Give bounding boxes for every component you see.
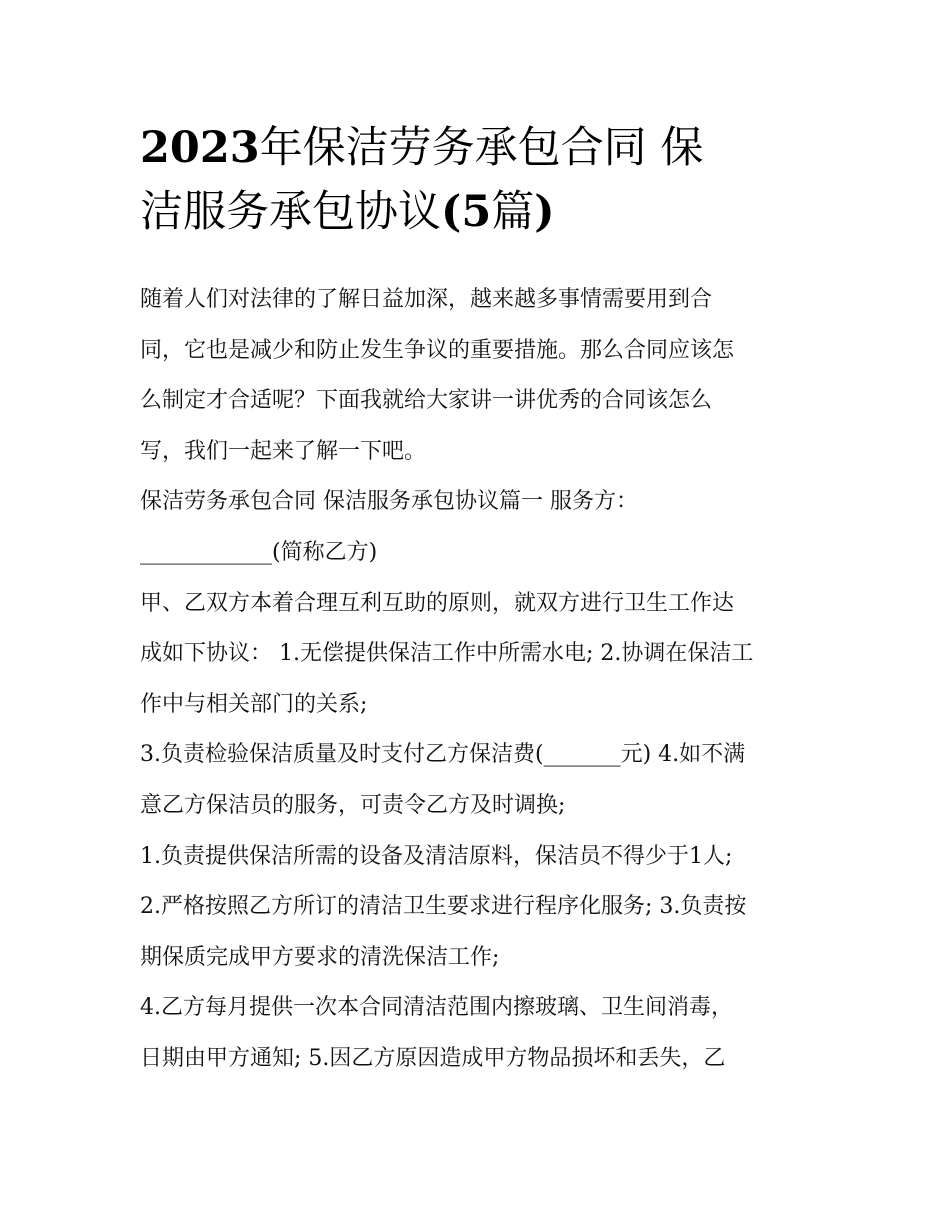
title-close-paren: ): [534, 187, 555, 237]
title-count: (5: [441, 187, 492, 237]
document-title: [140, 116, 820, 244]
title-count-unit: 篇: [491, 187, 535, 237]
body-line: 保洁劳务承包合同 保洁服务承包协议篇一 服务方：: [140, 489, 638, 515]
body-line: 日期由甲方通知; 5.因乙方原因造成甲方物品损坏和丢失，乙: [140, 1045, 726, 1071]
body-line: 写，我们一起来了解一下吧。: [140, 438, 427, 464]
body-line: 作中与相关部门的关系;: [140, 691, 368, 717]
document-body: [140, 275, 820, 1085]
title-line-2-text: 洁服务承包协议: [140, 187, 441, 237]
body-line: 甲、乙双方本着合理互利互助的原则，就双方进行卫生工作达: [140, 590, 735, 616]
body-line: 成如下协议： 1.无偿提供保洁工作中所需水电; 2.协调在保洁工: [140, 641, 754, 667]
body-line: 1.负责提供保洁所需的设备及清洁原料，保洁员不得少于1人;: [140, 843, 733, 869]
body-line: 期保质完成甲方要求的清洗保洁工作;: [140, 944, 500, 970]
title-line-1-text: 年保洁劳务承包合同 保: [259, 123, 704, 173]
body-line: 4.乙方每月提供一次本合同清洁范围内擦玻璃、卫生间消毒，: [140, 995, 733, 1021]
body-line: 随着人们对法律的了解日益加深，越来越多事情需要用到合: [140, 287, 713, 312]
title-year: 2023: [140, 123, 260, 173]
body-line: 2.严格按照乙方所订的清洁卫生要求进行程序化服务; 3.负责按: [140, 894, 747, 920]
title-line-2: [140, 187, 555, 237]
body-line: ____________(简称乙方): [140, 539, 378, 565]
body-line: 3.负责检验保洁质量及时支付乙方保洁费(_______元) 4.如不满: [140, 742, 746, 768]
body-line: 同，它也是减少和防止发生争议的重要措施。那么合同应该怎: [140, 337, 735, 363]
title-line-1: [140, 123, 703, 173]
body-line: 意乙方保洁员的服务，可责令乙方及时调换;: [140, 792, 566, 818]
body-line: 么制定才合适呢？下面我就给大家讲一讲优秀的合同该怎么: [140, 388, 713, 414]
